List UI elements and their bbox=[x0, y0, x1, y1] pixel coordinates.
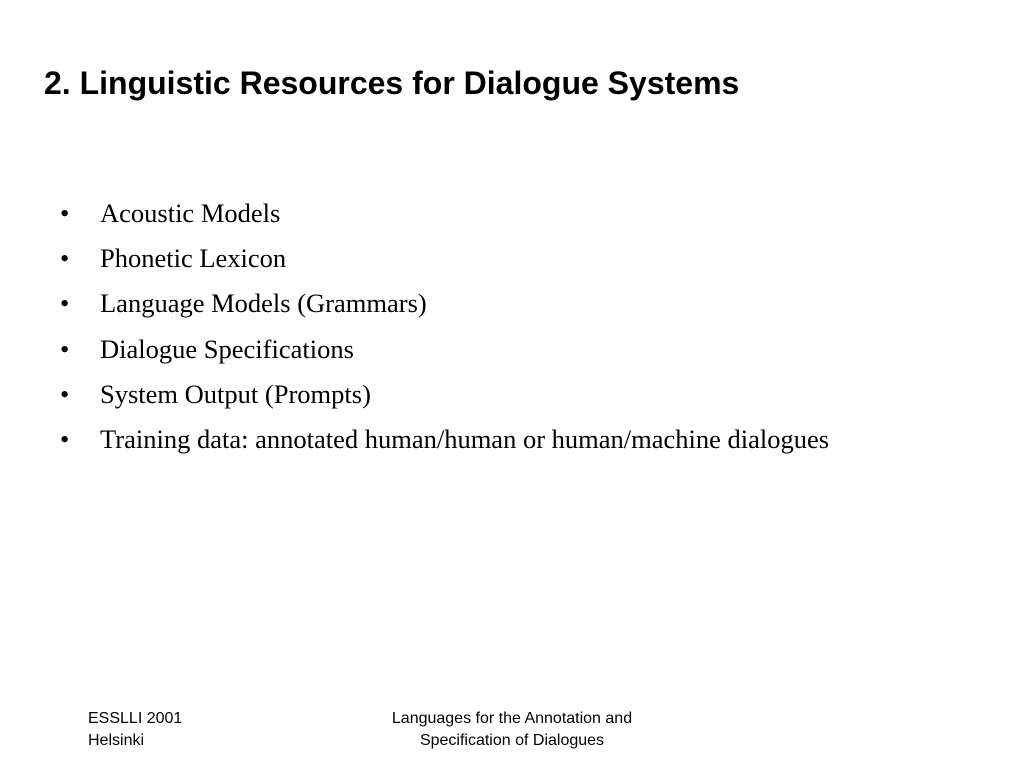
bullet-item bbox=[60, 373, 829, 418]
bullet-mark: • bbox=[60, 198, 70, 228]
footer-conference bbox=[88, 708, 182, 752]
slide-title: 2. Linguistic Resources for Dialogue Systems bbox=[44, 65, 740, 101]
footer-course-title bbox=[312, 708, 712, 752]
bullet-item bbox=[60, 328, 829, 373]
footer-conference-location: Helsinki bbox=[88, 732, 145, 749]
bullet-mark: • bbox=[60, 378, 70, 409]
bullet-item bbox=[60, 237, 829, 282]
footer-course-title-line1: Languages for the Annotation and bbox=[391, 710, 633, 727]
bullet-text: System Output (Prompts) bbox=[100, 378, 371, 409]
bullet-mark: • bbox=[60, 243, 70, 274]
bullet-text: Language Models (Grammars) bbox=[100, 288, 427, 319]
footer-conference-name: ESSLLI 2001 bbox=[88, 710, 183, 727]
bullet-item bbox=[60, 192, 829, 237]
bullet-item bbox=[60, 282, 829, 327]
bullet-text: Phonetic Lexicon bbox=[100, 243, 287, 274]
bullet-mark: • bbox=[60, 288, 70, 319]
bullet-mark: • bbox=[60, 333, 70, 364]
bullet-item bbox=[60, 418, 829, 463]
bullet-text: Acoustic Models bbox=[100, 198, 281, 228]
bullet-list bbox=[60, 192, 829, 463]
bullet-text: Dialogue Specifications bbox=[100, 333, 354, 364]
bullet-mark: • bbox=[60, 423, 70, 454]
bullet-text: Training data: annotated human/human or human/machine dialogues bbox=[100, 423, 830, 454]
footer-course-title-line2: Specification of Dialogues bbox=[419, 732, 605, 749]
